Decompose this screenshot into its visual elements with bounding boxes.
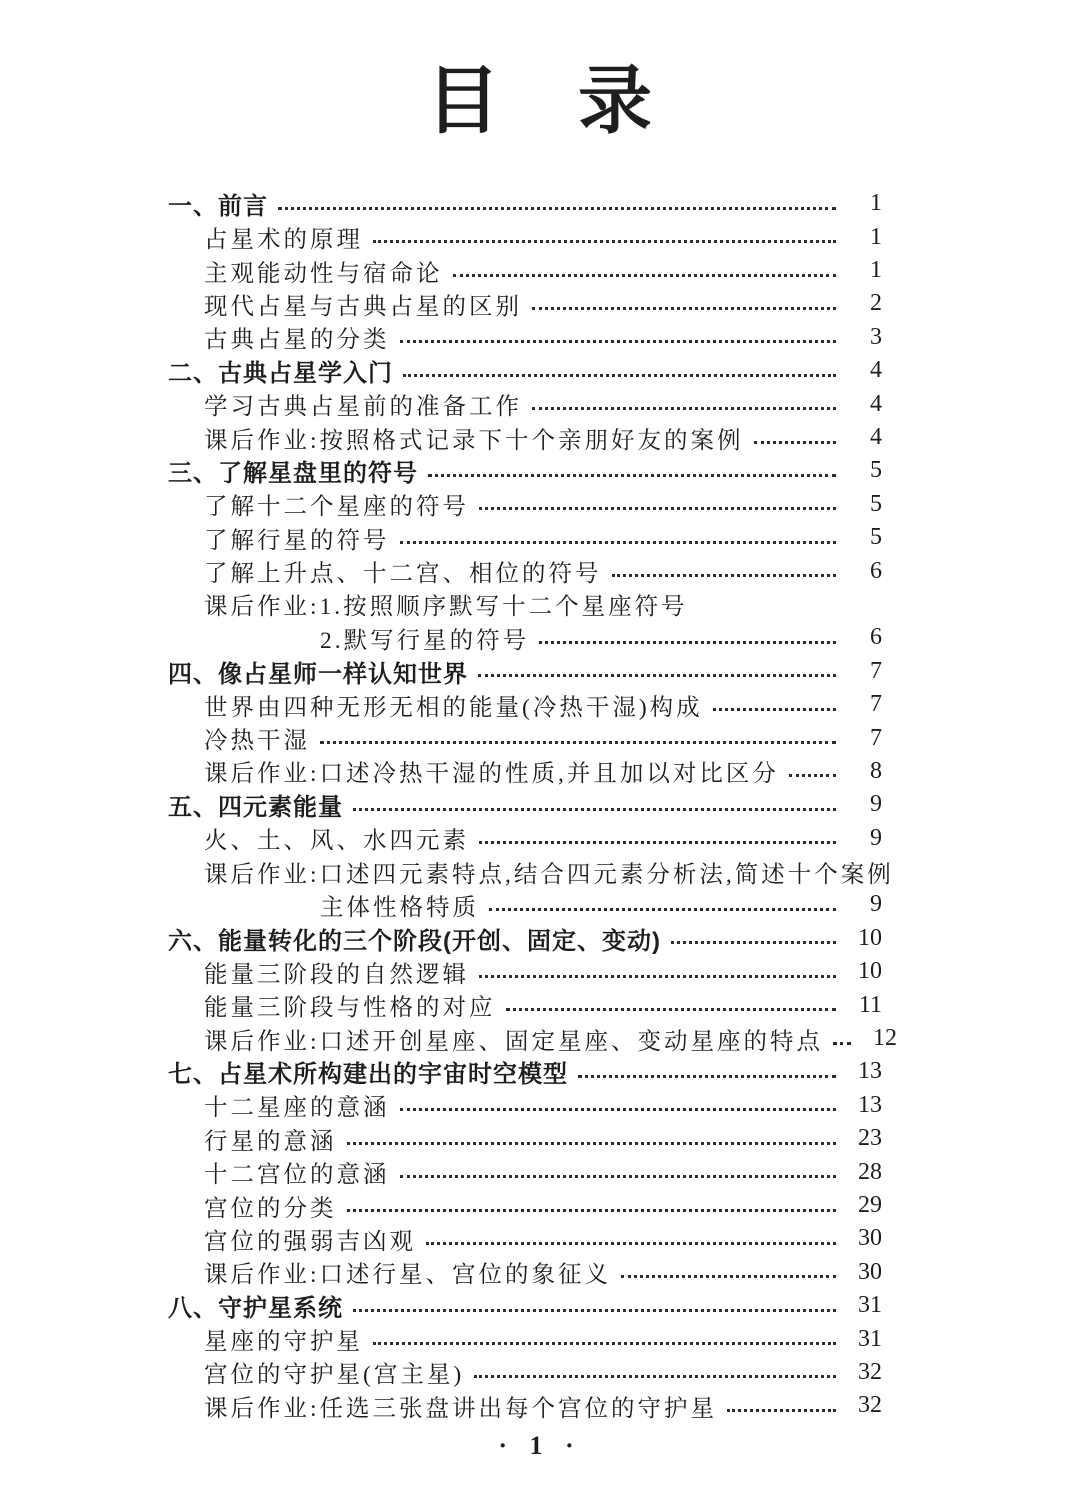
- toc-entry-page: 10: [858, 924, 882, 951]
- toc-entry-page: 5: [870, 457, 882, 484]
- toc-entry: [168, 1022, 898, 1055]
- toc-entry-page: 28: [858, 1158, 882, 1185]
- toc-entry: [168, 688, 882, 721]
- toc-entry-page: 1: [870, 190, 882, 217]
- toc-entry-title: 现代占星与古典占星的区别: [204, 293, 522, 320]
- dot-leader: [578, 1066, 836, 1078]
- toc-entry: [168, 287, 882, 320]
- toc-entry: [168, 387, 882, 420]
- toc-entry-title: 三、了解星盘里的符号: [168, 460, 418, 488]
- dot-leader: [426, 1233, 836, 1245]
- toc-entry-title: 了解行星的符号: [204, 527, 390, 554]
- toc-entry: [168, 822, 882, 855]
- dot-leader: [539, 632, 836, 644]
- toc-entry-page: 13: [858, 1058, 882, 1085]
- dot-leader: [789, 765, 836, 777]
- toc-entry-page: 32: [858, 1358, 882, 1385]
- toc-entry-title: 八、守护星系统: [168, 1295, 343, 1323]
- toc-entry-title: 课后作业:口述四元素特点,结合四元素分析法,简述十个案例: [204, 861, 894, 888]
- toc-entry-page: 10: [858, 958, 882, 985]
- toc-entry-title: 课后作业:任选三张盘讲出每个宫位的守护星: [204, 1395, 718, 1422]
- toc-entry: [168, 488, 882, 521]
- toc-entry-title: 主观能动性与宿命论: [204, 260, 443, 287]
- toc-entry: [168, 755, 882, 788]
- toc-entry: [168, 1356, 882, 1389]
- toc-entry-page: 30: [858, 1225, 882, 1252]
- toc-entry-title: 七、占星术所构建出的宇宙时空模型: [168, 1061, 568, 1089]
- toc-entry: [168, 1389, 882, 1422]
- toc-entry-page: 23: [858, 1125, 882, 1152]
- dot-leader: [532, 398, 836, 410]
- toc-entry-title: 课后作业:口述冷热干湿的性质,并且加以对比区分: [204, 761, 779, 788]
- toc-entry: [168, 1222, 882, 1255]
- toc-entry: [168, 454, 882, 487]
- toc-entry-title: 了解上升点、十二宫、相位的符号: [204, 561, 602, 588]
- toc-entry-title: 四、像占星师一样认知世界: [168, 660, 468, 688]
- toc-entry-page: 9: [870, 891, 882, 918]
- toc-entry-title: 能量三阶段与性格的对应: [204, 995, 496, 1022]
- toc-entry-page: 2: [870, 290, 882, 317]
- toc-entry-title: 占星术的原理: [204, 227, 363, 254]
- toc-entry-page: 12: [873, 1025, 898, 1052]
- toc-entry-title: 行星的意涵: [204, 1128, 337, 1155]
- toc-entry-title: 六、能量转化的三个阶段(开创、固定、变动): [168, 927, 661, 955]
- toc-entry-page: 4: [870, 424, 882, 451]
- toc-entry: [168, 888, 882, 921]
- toc-entry-page: 31: [858, 1292, 882, 1319]
- toc-entry-page: 30: [858, 1258, 882, 1285]
- toc-entry-title: 能量三阶段的自然逻辑: [204, 961, 469, 988]
- dot-leader: [479, 498, 836, 510]
- dot-leader: [489, 899, 836, 911]
- dot-leader: [373, 231, 836, 243]
- toc-entry: [168, 955, 882, 988]
- toc-entry: [168, 588, 882, 621]
- toc-entry: [168, 988, 882, 1021]
- dot-leader: [400, 331, 837, 343]
- dot-leader: [373, 1333, 836, 1345]
- dot-leader: [400, 1099, 837, 1111]
- dot-leader: [621, 1266, 836, 1278]
- toc-entry-page: 9: [870, 791, 882, 818]
- toc-entry-title: 课后作业:1.按照顺序默写十二个星座符号: [204, 594, 688, 621]
- toc-entry: [168, 1189, 882, 1222]
- dot-leader: [713, 699, 836, 711]
- toc-entry-title: 星座的守护星: [204, 1329, 363, 1356]
- toc-entry: [168, 655, 882, 688]
- toc-entry-page: 11: [858, 991, 882, 1018]
- dot-leader: [353, 799, 836, 811]
- toc-entry-page: 31: [858, 1325, 882, 1352]
- toc-entry-title: 二、古典占星学入门: [168, 360, 393, 388]
- toc-entry: [168, 354, 882, 387]
- toc-entry: [168, 1256, 882, 1289]
- dot-leader: [474, 1366, 836, 1378]
- dot-leader: [428, 465, 836, 477]
- toc-entry-page: 7: [870, 691, 882, 718]
- toc-entry: [168, 1155, 882, 1188]
- toc-entry: [168, 254, 882, 287]
- toc-entry: [168, 220, 882, 253]
- toc-entry-title: 冷热干湿: [204, 728, 310, 755]
- toc-entry: [168, 621, 882, 654]
- toc-entry-page: 7: [870, 724, 882, 751]
- dot-leader: [612, 565, 837, 577]
- toc-entry-page: 1: [870, 223, 882, 250]
- toc-entry-title: 火、土、风、水四元素: [204, 828, 469, 855]
- toc-entry: [168, 1122, 882, 1155]
- dot-leader: [478, 665, 836, 677]
- toc-entry: [168, 855, 894, 888]
- toc-entry: [168, 1289, 882, 1322]
- toc-entry-title: 宫位的强弱吉凶观: [204, 1228, 416, 1255]
- toc-entry-title: 宫位的分类: [204, 1195, 337, 1222]
- toc-entry-title: 学习古典占星前的准备工作: [204, 394, 522, 421]
- toc-entry: [168, 321, 882, 354]
- toc-entry: [168, 421, 882, 454]
- toc-entry-page: 9: [870, 824, 882, 851]
- dot-leader: [353, 1300, 836, 1312]
- toc-entry-page: 1: [870, 257, 882, 284]
- dot-leader: [833, 1033, 851, 1045]
- dot-leader: [347, 1133, 837, 1145]
- dot-leader: [754, 432, 836, 444]
- dot-leader: [400, 532, 837, 544]
- toc-entry: [168, 521, 882, 554]
- toc-entry: [168, 922, 882, 955]
- toc-entry-page: 6: [870, 624, 882, 651]
- toc-entry: [168, 721, 882, 754]
- toc-entry: [168, 1322, 882, 1355]
- dot-leader: [278, 198, 836, 210]
- toc-entry: [168, 554, 882, 587]
- toc-entry-page: 6: [870, 557, 882, 584]
- dot-leader: [347, 1200, 837, 1212]
- toc-entry-page: 7: [870, 657, 882, 684]
- toc-entry-page: 4: [870, 357, 882, 384]
- page-number-footer: · 1 ·: [498, 1430, 582, 1460]
- dot-leader: [320, 732, 836, 744]
- toc-entry-title: 了解十二个星座的符号: [204, 494, 469, 521]
- dot-leader: [479, 832, 836, 844]
- toc-entry-page: 3: [870, 323, 882, 350]
- toc-entry: [168, 1055, 882, 1088]
- dot-leader: [532, 298, 836, 310]
- toc-entry: [168, 187, 882, 220]
- toc-entry-page: 8: [870, 757, 882, 784]
- toc-entry-title: 课后作业:口述行星、宫位的象征义: [204, 1262, 612, 1289]
- toc-list: [168, 187, 898, 1422]
- toc-entry: [168, 788, 882, 821]
- dot-leader: [403, 365, 836, 377]
- toc-entry-page: 32: [858, 1392, 882, 1419]
- toc-entry-title: 十二星座的意涵: [204, 1095, 390, 1122]
- toc-entry-title: 世界由四种无形无相的能量(冷热干湿)构成: [204, 694, 703, 721]
- toc-entry-title: 十二宫位的意涵: [204, 1162, 390, 1189]
- toc-entry-title: 2.默写行星的符号: [320, 627, 530, 654]
- dot-leader: [727, 1400, 836, 1412]
- toc-entry-title: 宫位的守护星(宫主星): [204, 1362, 465, 1389]
- toc-entry-page: 13: [858, 1091, 882, 1118]
- toc-entry-page: 5: [870, 490, 882, 517]
- dot-leader: [453, 265, 837, 277]
- toc-entry-page: 4: [870, 390, 882, 417]
- toc-entry-page: 5: [870, 524, 882, 551]
- dot-leader: [400, 1166, 837, 1178]
- toc-entry-title: 古典占星的分类: [204, 327, 390, 354]
- dot-leader: [479, 966, 836, 978]
- toc-entry-title: 课后作业:按照格式记录下十个亲朋好友的案例: [204, 427, 744, 454]
- toc-entry: [168, 1089, 882, 1122]
- toc-entry-title: 一、前言: [168, 193, 268, 221]
- page-title: 目 录: [426, 61, 654, 143]
- toc-entry-page: 29: [858, 1192, 882, 1218]
- toc-entry-title: 主体性格特质: [320, 895, 479, 921]
- toc-entry-title: 五、四元素能量: [168, 794, 343, 822]
- dot-leader: [506, 999, 837, 1011]
- dot-leader: [671, 932, 836, 944]
- toc-entry-title: 课后作业:口述开创星座、固定星座、变动星座的特点: [204, 1028, 824, 1055]
